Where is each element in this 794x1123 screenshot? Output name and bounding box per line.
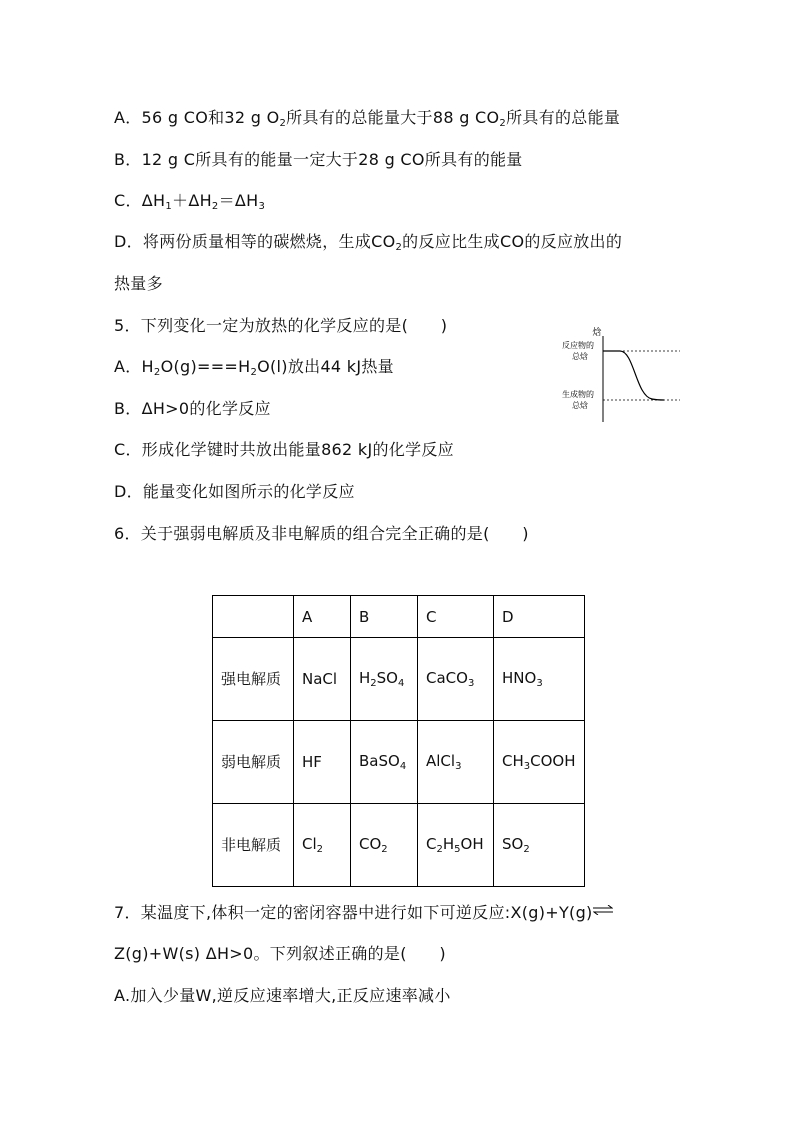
q7-option-a: A.加入少量W,逆反应速率增大,正反应速率减小 <box>114 986 451 1005</box>
table-cell: $Cl_2$ <box>294 804 351 887</box>
table-cell: AlCl$_3$ <box>418 721 494 804</box>
q7-stem-line1: 7．某温度下,体积一定的密闭容器中进行如下可逆反应:X(g)+Y(g) <box>114 903 613 923</box>
reaction-enthalpy-curve <box>603 351 664 400</box>
q5-stem: 5．下列变化一定为放热的化学反应的是( ) <box>114 316 448 335</box>
q4-option-d-line1: D．将两份质量相等的碳燃烧，生成$CO_2$的反应比生成CO的反应放出的 <box>114 232 623 253</box>
table-cell: BaSO$_4$ <box>351 721 418 804</box>
q5-option-c: C．形成化学键时共放出能量862 kJ的化学反应 <box>114 440 454 459</box>
q4-option-a: A．56 g CO和32 g $O_2$所具有的总能量大于88 g $CO_2$所具有的总能量 <box>114 108 621 129</box>
reactant-label-1: 反应物的 <box>562 341 594 350</box>
q7-stem-line2: Z(g)+W(s) ΔH>0。下列叙述正确的是( ) <box>114 944 446 963</box>
table-cell: $CO_2$ <box>351 804 418 887</box>
row-label: 强电解质 <box>221 669 282 688</box>
table-cell: $C_2H_5OH$ <box>418 804 494 887</box>
table-row <box>213 638 585 721</box>
table-header-cell: A <box>294 596 351 638</box>
product-label-1: 生成物的 <box>562 390 594 399</box>
table-cell: $H_2SO_4$ <box>351 638 418 721</box>
table-header-cell <box>213 596 294 638</box>
table-cell: $HNO_3$ <box>494 638 585 721</box>
table-cell: $CH_3COOH$ <box>494 721 585 804</box>
electrolyte-table <box>212 595 585 887</box>
row-label: 弱电解质 <box>221 752 282 771</box>
table-header-row <box>213 596 585 638</box>
equilibrium-arrow-icon <box>593 905 613 915</box>
table-header-cell: C <box>418 596 494 638</box>
enthalpy-diagram <box>554 326 684 426</box>
table-header-cell: B <box>351 596 418 638</box>
product-label-2: 总焓 <box>572 401 588 410</box>
table-row <box>213 804 585 887</box>
table-header-cell: D <box>494 596 585 638</box>
table-cell: CaCO$_3$ <box>418 638 494 721</box>
q5-option-b: B．ΔH>0的化学反应 <box>114 399 271 418</box>
reactant-label-2: 总焓 <box>572 352 588 361</box>
q4-option-c: C．$\Delta H_1+\Delta H_2=\Delta H_3$ <box>114 191 266 212</box>
q5-option-d: D．能量变化如图所示的化学反应 <box>114 482 355 501</box>
table-cell: HF <box>294 721 351 804</box>
table-cell: $SO_2$ <box>494 804 585 887</box>
enthalpy-axis-label: 焓 <box>592 328 602 338</box>
q6-stem: 6．关于强弱电解质及非电解质的组合完全正确的是( ) <box>114 524 529 543</box>
table-row <box>213 721 585 804</box>
table-cell: NaCl <box>294 638 351 721</box>
q4-option-d-line2: 热量多 <box>114 274 163 293</box>
row-label: 非电解质 <box>221 835 282 854</box>
q4-option-b: B．12 g C所具有的能量一定大于28 g CO所具有的能量 <box>114 150 523 169</box>
q5-option-a: A．$H_2O(g)===H_2O(l)$放出44 kJ热量 <box>114 357 394 378</box>
